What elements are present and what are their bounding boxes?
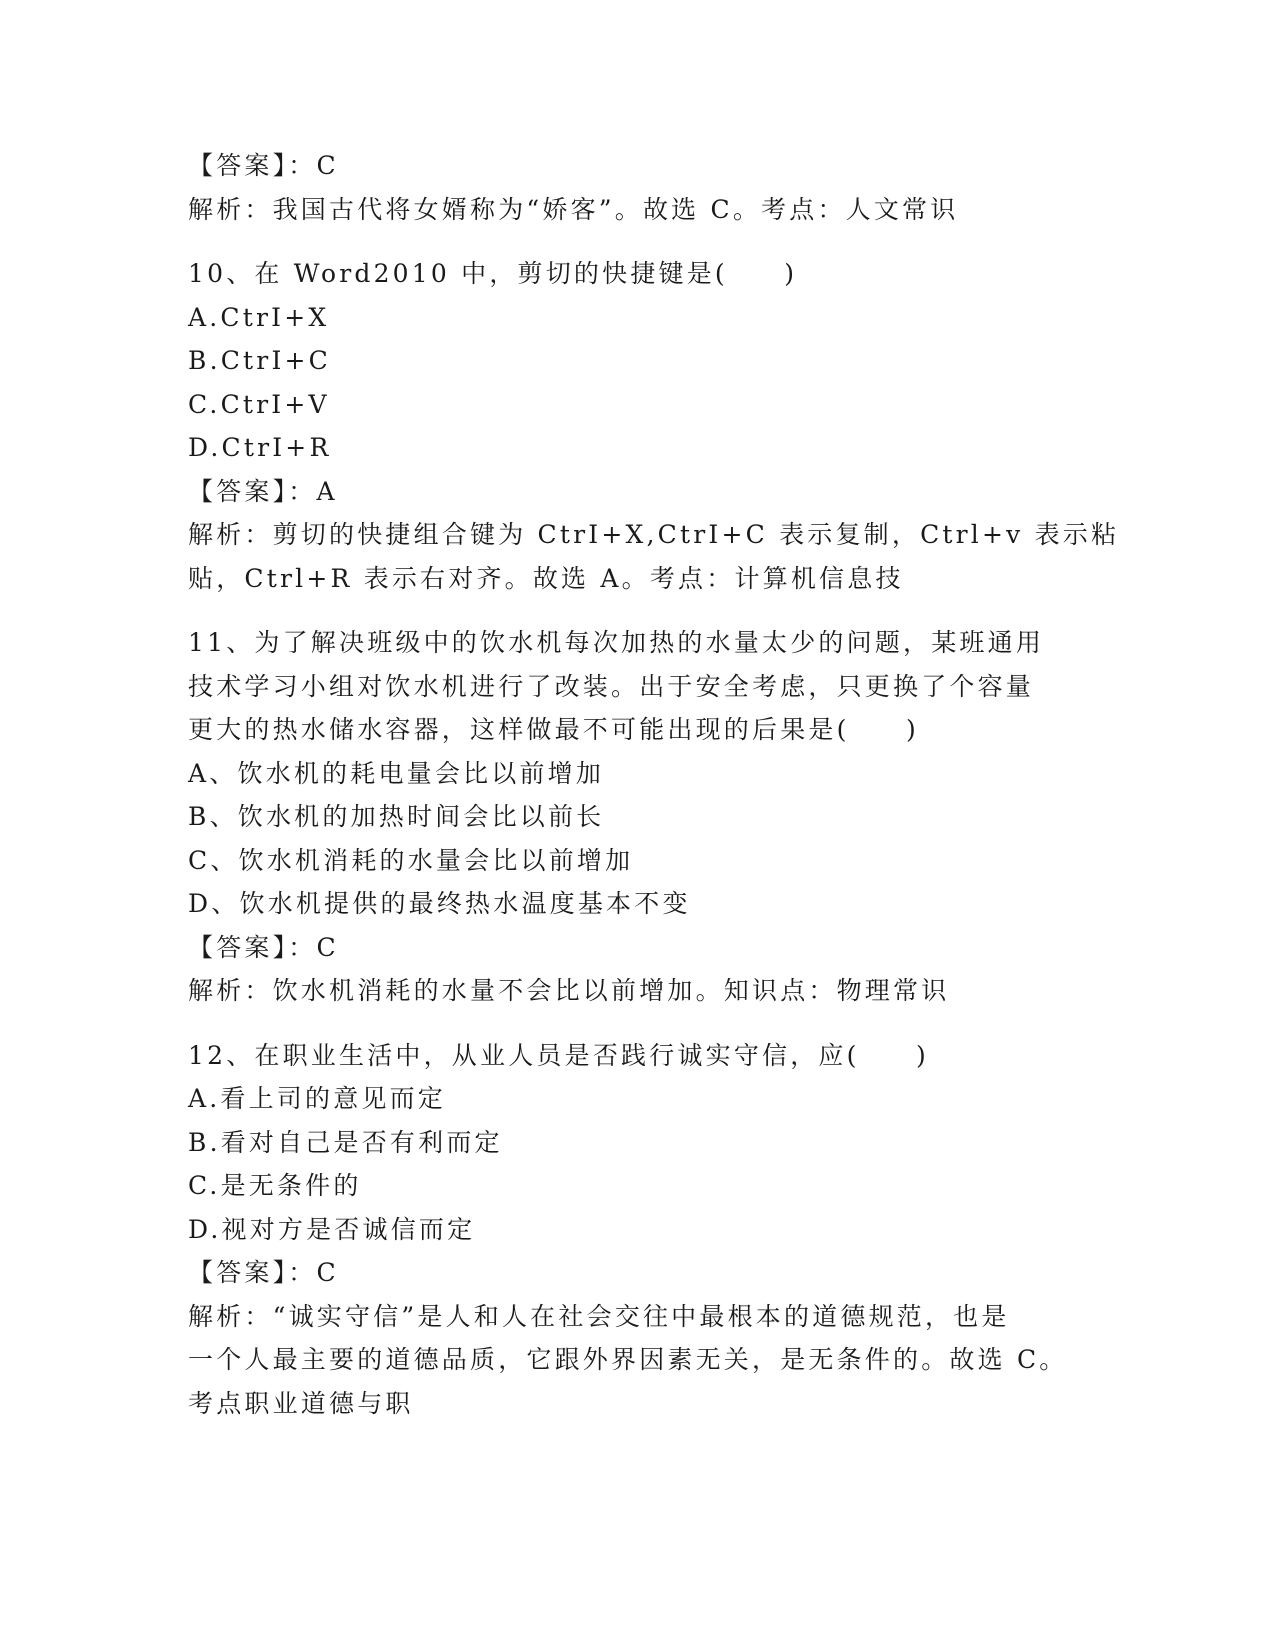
answer-label: 【答案】：C — [188, 151, 339, 180]
explanation-line: 一个人最主要的道德品质，它跟外界因素无关，是无条件的。故选 C。 — [188, 1345, 1068, 1374]
explanation-line: 解析：剪切的快捷组合键为 CtrI+X,CtrI+C 表示复制，Ctrl+v 表示粘 — [188, 520, 1120, 549]
question-text: 11、为了解决班级中的饮水机每次加热的水量太少的问题，某班通用 — [188, 628, 1045, 657]
question-12 — [188, 1034, 1088, 1426]
block-gap — [188, 600, 1088, 621]
answer-label: 【答案】：C — [188, 1258, 339, 1287]
explanation-line: 解析：“诚实守信”是人和人在社会交往中最根本的道德规范，也是 — [188, 1301, 1010, 1331]
option-c: C.是无条件的 — [188, 1171, 362, 1200]
option-b: B.看对自己是否有利而定 — [188, 1127, 503, 1157]
answer-label: 【答案】：C — [188, 932, 339, 962]
option-a: A.看上司的意见而定 — [188, 1084, 447, 1113]
option-d: D、饮水机提供的最终热水温度基本不变 — [188, 889, 691, 918]
explanation-line: 贴，Ctrl+R 表示右对齐。故选 A。考点：计算机信息技 — [188, 563, 904, 593]
question-text: 技术学习小组对饮水机进行了改装。出于安全考虑，只更换了个容量 — [188, 671, 1035, 701]
option-b: B.CtrI+C — [188, 346, 331, 375]
block-gap — [188, 231, 1088, 252]
explanation-line: 考点职业道德与职 — [188, 1388, 414, 1418]
question-11 — [188, 621, 1088, 1013]
answer-label: 【答案】：A — [188, 476, 338, 506]
option-a: A、饮水机的耗电量会比以前增加 — [188, 758, 605, 788]
option-c: C、饮水机消耗的水量会比以前增加 — [188, 845, 634, 875]
question-text: 12、在职业生活中，从业人员是否践行诚实守信，应( ) — [188, 1040, 929, 1070]
question-10 — [188, 252, 1120, 600]
answer-block-9 — [188, 144, 1088, 231]
question-text: 10、在 Word2010 中，剪切的快捷键是( ) — [188, 259, 798, 288]
option-c: C.CtrI+V — [188, 389, 330, 419]
block-gap — [188, 1013, 1088, 1034]
explanation-line: 解析：饮水机消耗的水量不会比以前增加。知识点：物理常识 — [188, 976, 950, 1005]
question-text: 更大的热水储水容器，这样做最不可能出现的后果是( ) — [188, 715, 919, 744]
option-b: B、饮水机的加热时间会比以前长 — [188, 802, 605, 831]
option-d: D.视对方是否诚信而定 — [188, 1214, 476, 1244]
option-d: D.CtrI+R — [188, 433, 332, 462]
option-a: A.CtrI+X — [188, 302, 330, 332]
explanation-line: 解析：我国古代将女婿称为“娇客”。故选 C。考点：人文常识 — [188, 194, 959, 224]
document-content — [188, 144, 1120, 1425]
